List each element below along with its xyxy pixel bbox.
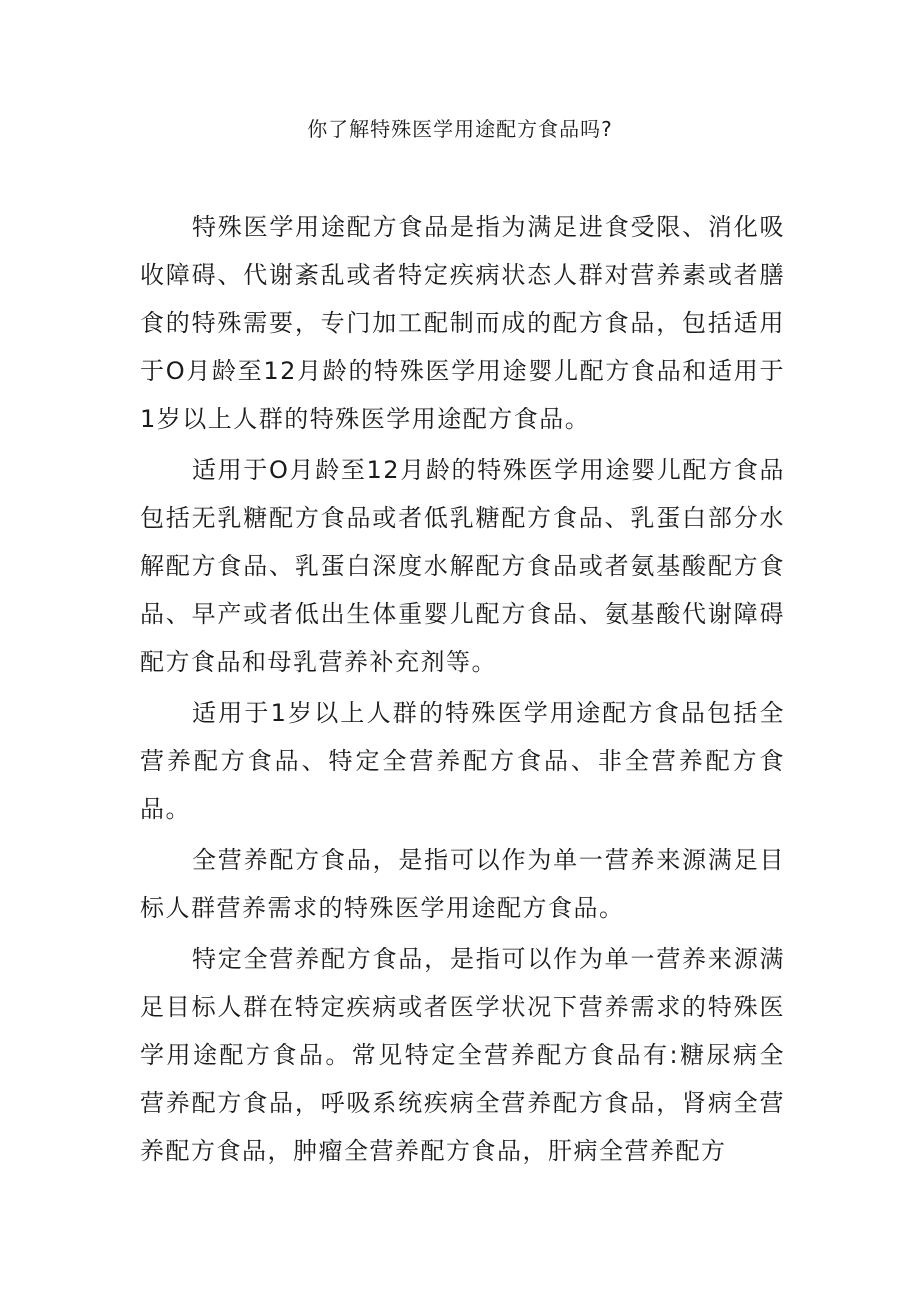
document-title: 你了解特殊医学用途配方食品吗? [307,117,613,141]
document-body [140,203,785,1178]
paragraph-specific-full-nutrition: 特定全营养配方食品，是指可以作为单一营养来源满足目标人群在特定疾病或者医学状况下营养需求的特殊医学用途配方食品。常见特定全营养配方食品有:糖尿病全营养配方食品，呼吸系统疾病全营养配方食品，肾病全营养配方食品，肿瘤全营养配方食品，肝病全营养配方 [140,945,785,1165]
paragraph-infant-formula: 适用于O月龄至12月龄的特殊医学用途婴儿配方食品包括无乳糖配方食品或者低乳糖配方食品、乳蛋白部分水解配方食品、乳蛋白深度水解配方食品或者氨基酸配方食品、早产或者低出生体重婴儿配方食品、氨基酸代谢障碍配方食品和母乳营养补充剂等。 [140,456,785,676]
paragraph-over-one-year: 适用于1岁以上人群的特殊医学用途配方食品包括全营养配方食品、特定全营养配方食品、非全营养配方食品。 [140,699,785,823]
paragraph-full-nutrition: 全营养配方食品，是指可以作为单一营养来源满足目标人群营养需求的特殊医学用途配方食品。 [140,846,785,922]
paragraph-definition: 特殊医学用途配方食品是指为满足进食受限、消化吸收障碍、代谢紊乱或者特定疾病状态人群对营养素或者膳食的特殊需要，专门加工配制而成的配方食品，包括适用于O月龄至12月龄的特殊医学用途婴儿配方食品和适用于1岁以上人群的特殊医学用途配方食品。 [140,213,785,433]
